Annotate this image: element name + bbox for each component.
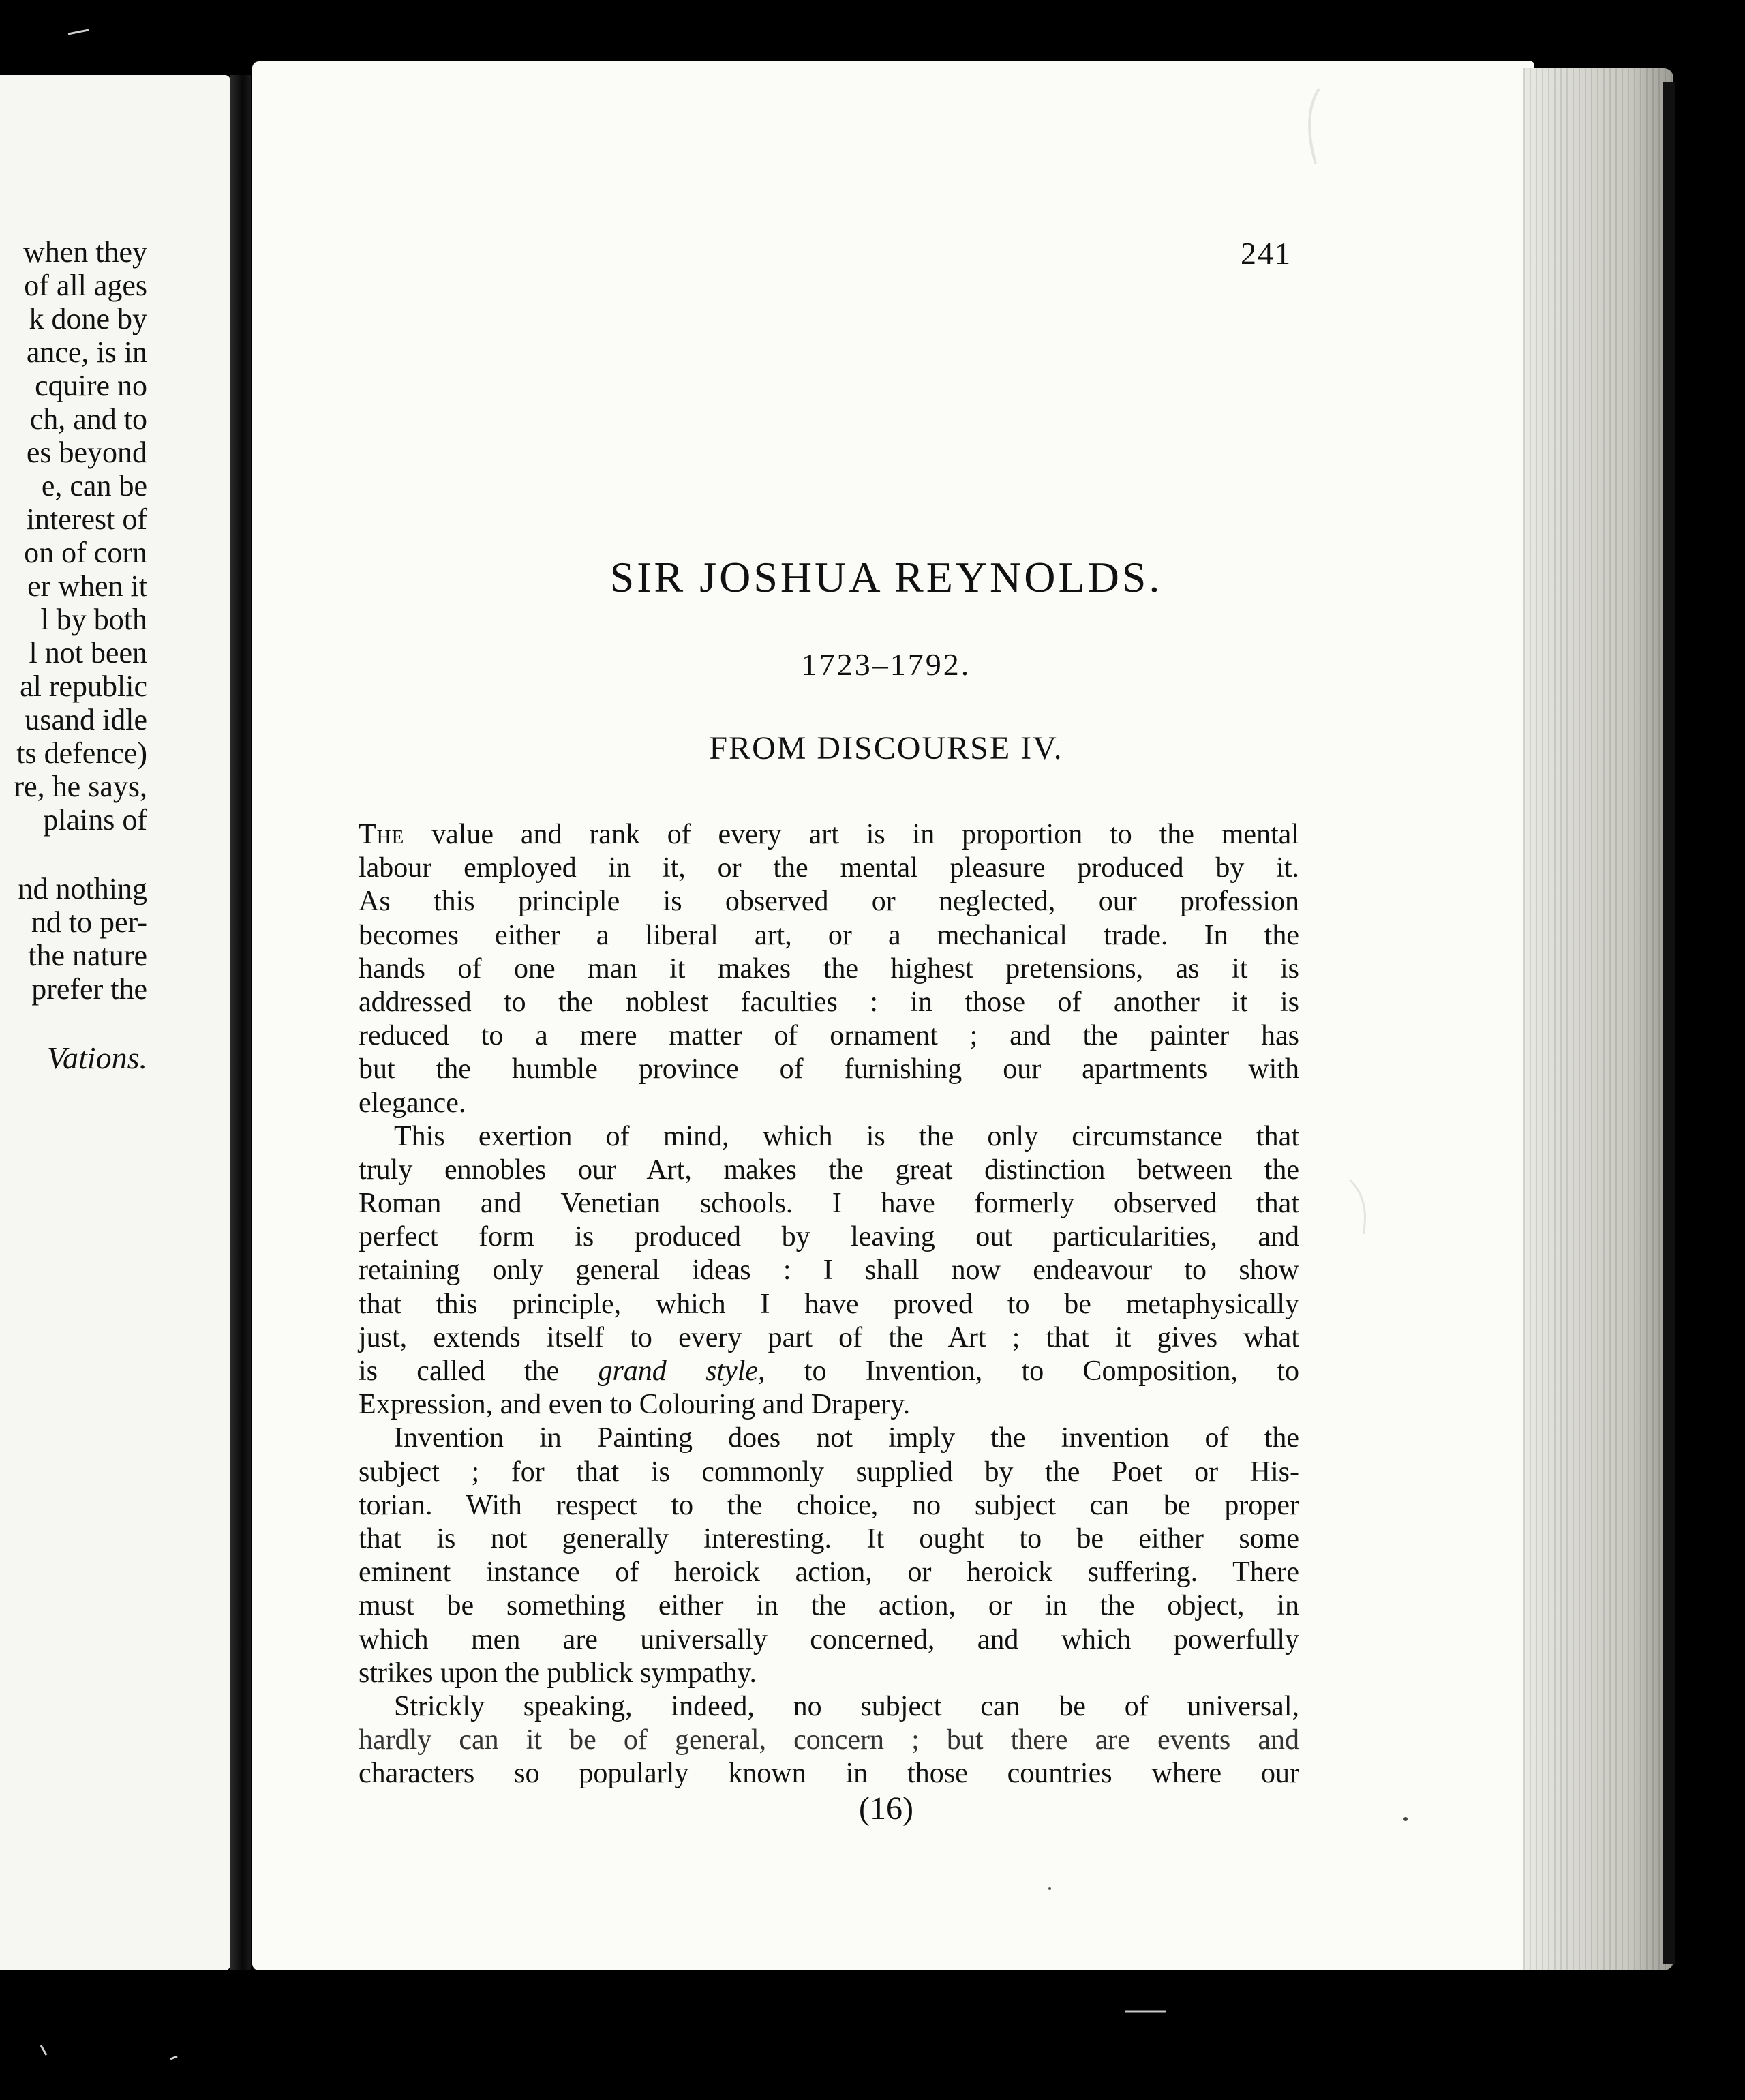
left-line: ts defence)	[16, 736, 147, 770]
left-line: al republic	[20, 670, 147, 703]
text-line: This exertion of mind, which is the only circumstance that	[394, 1120, 1299, 1152]
left-paragraph-gap	[0, 837, 147, 872]
left-line: er when it	[27, 569, 147, 603]
body-text	[359, 818, 1299, 1790]
text-line: torian. With respect to the choice, no subject can be proper	[359, 1489, 1299, 1521]
text-line	[359, 1355, 1299, 1388]
text-line: but the humble province of furnishing our apartments with	[359, 1053, 1299, 1085]
left-line: es beyond	[26, 436, 147, 469]
text-line: characters so popularly known in those countries where our	[359, 1758, 1299, 1790]
section-subtitle: FROM DISCOURSE IV.	[709, 730, 1063, 766]
left-page-text-clip	[0, 0, 230, 2100]
text-line: hardly can it be of general, concern ; but there are events and	[359, 1724, 1299, 1756]
left-line: ance, is in	[26, 335, 147, 369]
text-line: labour employed in it, or the mental pleasure produced by it.	[359, 852, 1299, 884]
text-line: retaining only general ideas : I shall now endeavour to show	[359, 1255, 1299, 1287]
text-line: Invention in Painting does not imply the invention of the	[394, 1422, 1299, 1454]
text-line: becomes either a liberal art, or a mechanical trade. In the	[359, 919, 1299, 951]
italic-phrase: grand style	[598, 1355, 759, 1387]
text-segment: , to Invention, to Composition, to	[758, 1355, 1300, 1387]
text-line: As this principle is observed or neglected, our profession	[359, 886, 1299, 918]
text-line: eminent instance of heroick action, or heroick suffering. There	[359, 1557, 1299, 1589]
left-line: plains of	[43, 803, 147, 837]
left-line: the nature	[28, 939, 147, 972]
left-line: nd nothing	[18, 872, 147, 905]
text-line: that is not generally interesting. It ought to be either some	[359, 1522, 1299, 1555]
left-line: interest of	[26, 502, 147, 536]
text-line: elegance.	[359, 1087, 466, 1119]
page-edge-shadow	[1663, 82, 1675, 1964]
text-line: Roman and Venetian schools. I have formerly observed that	[359, 1188, 1299, 1220]
text-line: just, extends itself to every part of the Art ; that it gives what	[359, 1321, 1299, 1353]
text-line: which men are universally concerned, and which powerfully	[359, 1623, 1299, 1655]
text-line: truly ennobles our Art, makes the great distinction between the	[359, 1154, 1299, 1186]
signature-mark: (16)	[859, 1790, 913, 1827]
page-title: SIR JOSHUA REYNOLDS.	[609, 553, 1163, 601]
text-line: strikes upon the publick sympathy.	[359, 1657, 757, 1689]
left-line: usand idle	[25, 703, 147, 736]
text-line: perfect form is produced by leaving out particularities, and	[359, 1221, 1299, 1253]
text-line: Strickly speaking, indeed, no subject can be of universal,	[394, 1690, 1299, 1722]
left-line: on of corn	[24, 536, 147, 569]
left-line: nd to per-	[31, 905, 147, 939]
left-line: of all ages	[24, 269, 147, 302]
left-footer-italic: Vations.	[47, 1040, 147, 1075]
left-line: k done by	[29, 302, 147, 335]
left-line: re, he says,	[14, 770, 147, 803]
left-line: e, can be	[41, 469, 147, 502]
left-line: cquire no	[35, 369, 147, 402]
text-segment: is called the	[359, 1355, 598, 1387]
text-line: reduced to a mere matter of ornament ; and the painter has	[359, 1020, 1299, 1052]
text-line	[359, 818, 1299, 852]
left-line: prefer the	[31, 972, 147, 1006]
text-line-rest: value and rank of every art is in proportion to the mental	[404, 819, 1299, 850]
left-paragraph-gap	[0, 1006, 147, 1041]
page-edge-stack	[1523, 68, 1673, 1970]
left-line: l not been	[29, 636, 147, 670]
text-line: that this principle, which I have proved to be metaphysically	[359, 1288, 1299, 1320]
left-line: when they	[22, 235, 147, 269]
text-line: addressed to the noblest faculties : in those of another it is	[359, 986, 1299, 1018]
text-line: must be something either in the action, or in the object, in	[359, 1590, 1299, 1622]
drop-word: The	[359, 819, 405, 850]
left-line: l by both	[40, 603, 147, 636]
author-dates: 1723–1792.	[801, 647, 971, 682]
left-line: ch, and to	[29, 402, 147, 436]
book-gutter	[230, 75, 251, 1970]
text-line: Expression, and even to Colouring and Drapery.	[359, 1389, 911, 1421]
left-page-text	[0, 235, 147, 1075]
text-line: hands of one man it makes the highest pretensions, as it is	[359, 952, 1299, 985]
text-line: subject ; for that is commonly supplied by the Poet or His-	[359, 1456, 1299, 1488]
page-number: 241	[1241, 236, 1292, 271]
